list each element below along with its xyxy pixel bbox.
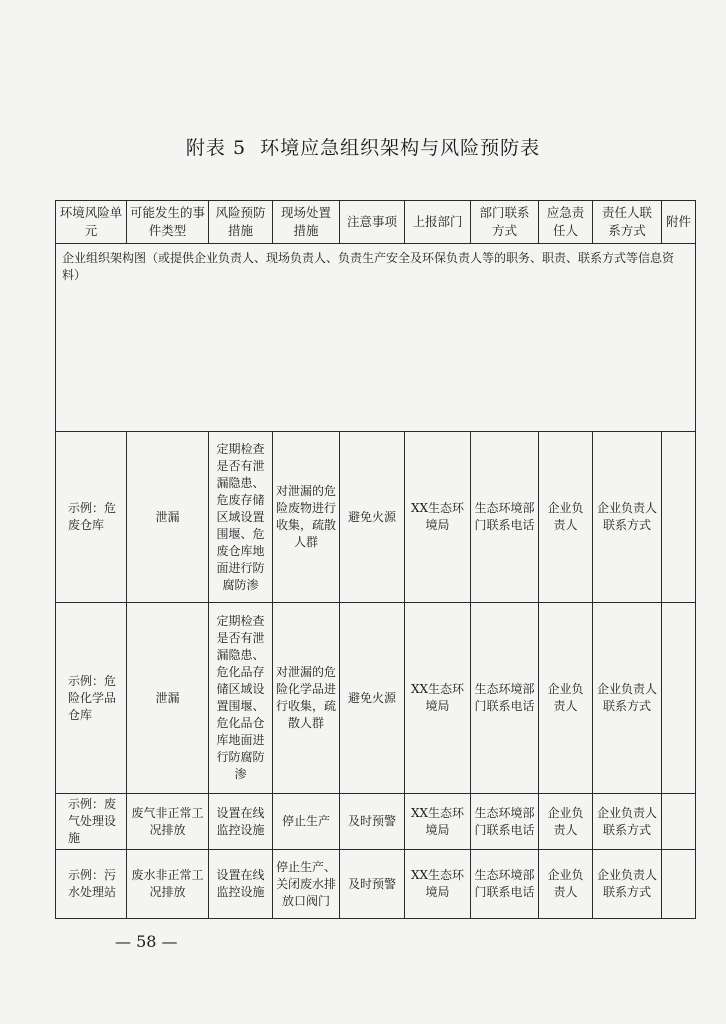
notes-cell: 避免火源 — [340, 432, 405, 603]
attachment-cell — [662, 432, 696, 603]
event-cell: 泄漏 — [127, 603, 209, 794]
dept-contact-cell: 生态环境部门联系电话 — [471, 794, 539, 850]
appendix-title: 环境应急组织架构与风险预防表 — [260, 137, 541, 159]
report-dept-cell: XX生态环境局 — [405, 603, 471, 794]
person-contact-cell: 企业负责人联系方式 — [593, 850, 662, 919]
attachment-cell — [662, 850, 696, 919]
unit-cell: 示例：危险化学品仓库 — [56, 603, 127, 794]
header-cell: 部门联系方式 — [471, 201, 539, 244]
notes-cell: 及时预警 — [340, 850, 405, 919]
header-cell: 环境风险单元 — [56, 201, 127, 244]
org-structure-cell: 企业组织架构图（或提供企业负责人、现场负责人、负责生产安全及环保负责人等的职务、职责、联系方式等信息资料） — [56, 244, 696, 432]
page-number: — 58 — — [115, 932, 178, 951]
header-cell: 附件 — [662, 201, 696, 244]
response-cell: 对泄漏的危险化学品进行收集，疏散人群 — [273, 603, 340, 794]
header-cell: 责任人联系方式 — [593, 201, 662, 244]
report-dept-cell: XX生态环境局 — [405, 850, 471, 919]
header-cell: 应急责任人 — [539, 201, 593, 244]
report-dept-cell: XX生态环境局 — [405, 794, 471, 850]
event-cell: 废水非正常工况排放 — [127, 850, 209, 919]
response-cell: 停止生产、关闭废水排放口阀门 — [273, 850, 340, 919]
header-cell: 上报部门 — [405, 201, 471, 244]
header-row — [56, 201, 696, 244]
prevention-cell: 设置在线监控设施 — [209, 794, 273, 850]
attachment-cell — [662, 794, 696, 850]
response-cell: 对泄漏的危险废物进行收集，疏散人群 — [273, 432, 340, 603]
person-cell: 企业负责人 — [539, 603, 593, 794]
header-cell: 注意事项 — [340, 201, 405, 244]
header-cell: 可能发生的事件类型 — [127, 201, 209, 244]
table-row — [56, 794, 696, 850]
notes-cell: 避免火源 — [340, 603, 405, 794]
response-cell: 停止生产 — [273, 794, 340, 850]
risk-prevention-table — [55, 200, 696, 919]
event-cell: 泄漏 — [127, 432, 209, 603]
person-cell: 企业负责人 — [539, 432, 593, 603]
unit-cell: 示例：废气处理设施 — [56, 794, 127, 850]
prevention-cell: 设置在线监控设施 — [209, 850, 273, 919]
notes-cell: 及时预警 — [340, 794, 405, 850]
prevention-cell: 定期检查是否有泄漏隐患、危废存储区域设置围堰、危废仓库地面进行防腐防渗 — [209, 432, 273, 603]
table-row — [56, 432, 696, 603]
unit-cell: 示例：污水处理站 — [56, 850, 127, 919]
report-dept-cell: XX生态环境局 — [405, 432, 471, 603]
person-cell: 企业负责人 — [539, 850, 593, 919]
person-cell: 企业负责人 — [539, 794, 593, 850]
dept-contact-cell: 生态环境部门联系电话 — [471, 432, 539, 603]
dept-contact-cell: 生态环境部门联系电话 — [471, 850, 539, 919]
appendix-number: 附表 5 — [185, 137, 247, 159]
attachment-cell — [662, 603, 696, 794]
table-row — [56, 603, 696, 794]
header-cell: 现场处置措施 — [273, 201, 340, 244]
event-cell: 废气非正常工况排放 — [127, 794, 209, 850]
prevention-cell: 定期检查是否有泄漏隐患、危化品存储区域设置围堰、危化品仓库地面进行防腐防渗 — [209, 603, 273, 794]
person-contact-cell: 企业负责人联系方式 — [593, 603, 662, 794]
person-contact-cell: 企业负责人联系方式 — [593, 432, 662, 603]
dept-contact-cell: 生态环境部门联系电话 — [471, 603, 539, 794]
unit-cell: 示例：危废仓库 — [56, 432, 127, 603]
table-row — [56, 850, 696, 919]
header-cell: 风险预防措施 — [209, 201, 273, 244]
person-contact-cell: 企业负责人联系方式 — [593, 794, 662, 850]
page-title — [0, 133, 726, 160]
